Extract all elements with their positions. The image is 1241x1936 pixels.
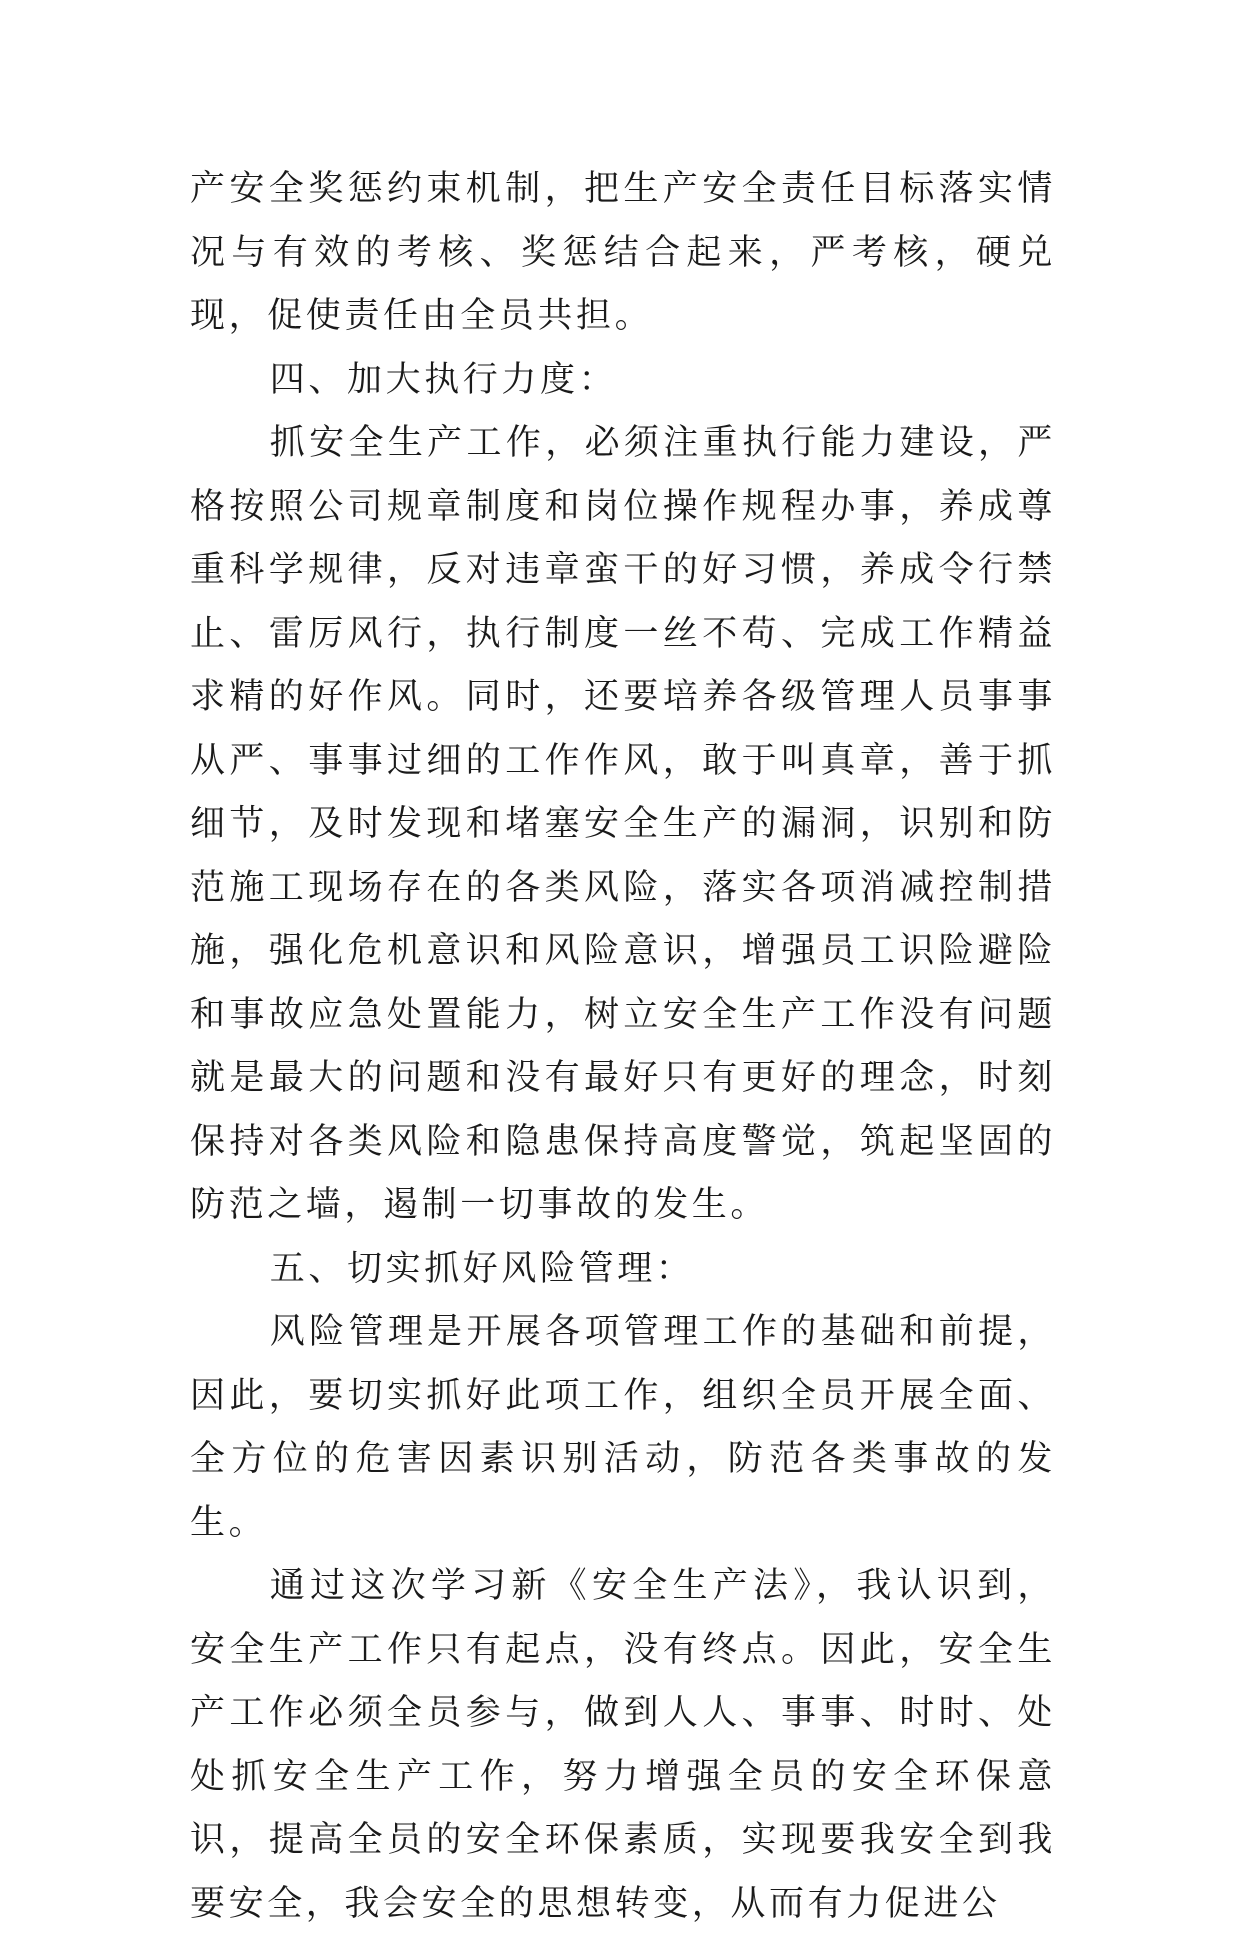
paragraph-risk-management: 风险管理是开展各项管理工作的基础和前提，因此，要切实抓好此项工作，组织全员开展全面、全方位的危害因素识别活动，防范各类事故的发生。: [190, 1312, 1056, 1543]
heading-risk-management: 五、切实抓好风险管理：: [269, 1248, 695, 1289]
paragraph-execution-capability: 抓安全生产工作，必须注重执行能力建设，严格按照公司规章制度和岗位操作规程办事，养成尊重科学规律，反对违章蛮干的好习惯，养成令行禁止、雷厉风行，执行制度一丝不苟、完成工作精益求精的好作风。同时，还要培养各级管理人员事事从严、事事过细的工作作风，敢于叫真章，善于抓细节，及时发现和堵塞安全生产的漏洞，识别和防范施工现场存在的各类风险，落实各项消减控制措施，强化危机意识和风险意识，增强员工识险避险和事故应急处置能力，树立安全生产工作没有问题就是最大的问题和没有最好只有更好的理念，时刻保持对各类风险和隐患保持高度警觉，筑起坚固的防范之墙，遏制一切事故的发生。: [190, 423, 1056, 1225]
heading-execution-strength: 四、加大执行力度：: [269, 359, 618, 400]
paragraph-responsibility-mechanism: 产安全奖惩约束机制，把生产安全责任目标落实情况与有效的考核、奖惩结合起来，严考核，硬兑现，促使责任由全员共担。: [190, 169, 1056, 336]
paragraph-conclusion: 通过这次学习新《安全生产法》，我认识到，安全生产工作只有起点，没有终点。因此，安全生产工作必须全员参与，做到人人、事事、时时、处处抓安全生产工作，努力增强全员的安全环保意识，提高全员的安全环保素质，实现要我安全到我要安全，我会安全的思想转变，从而有力促进公: [190, 1566, 1056, 1924]
document-body: [190, 158, 1056, 1936]
